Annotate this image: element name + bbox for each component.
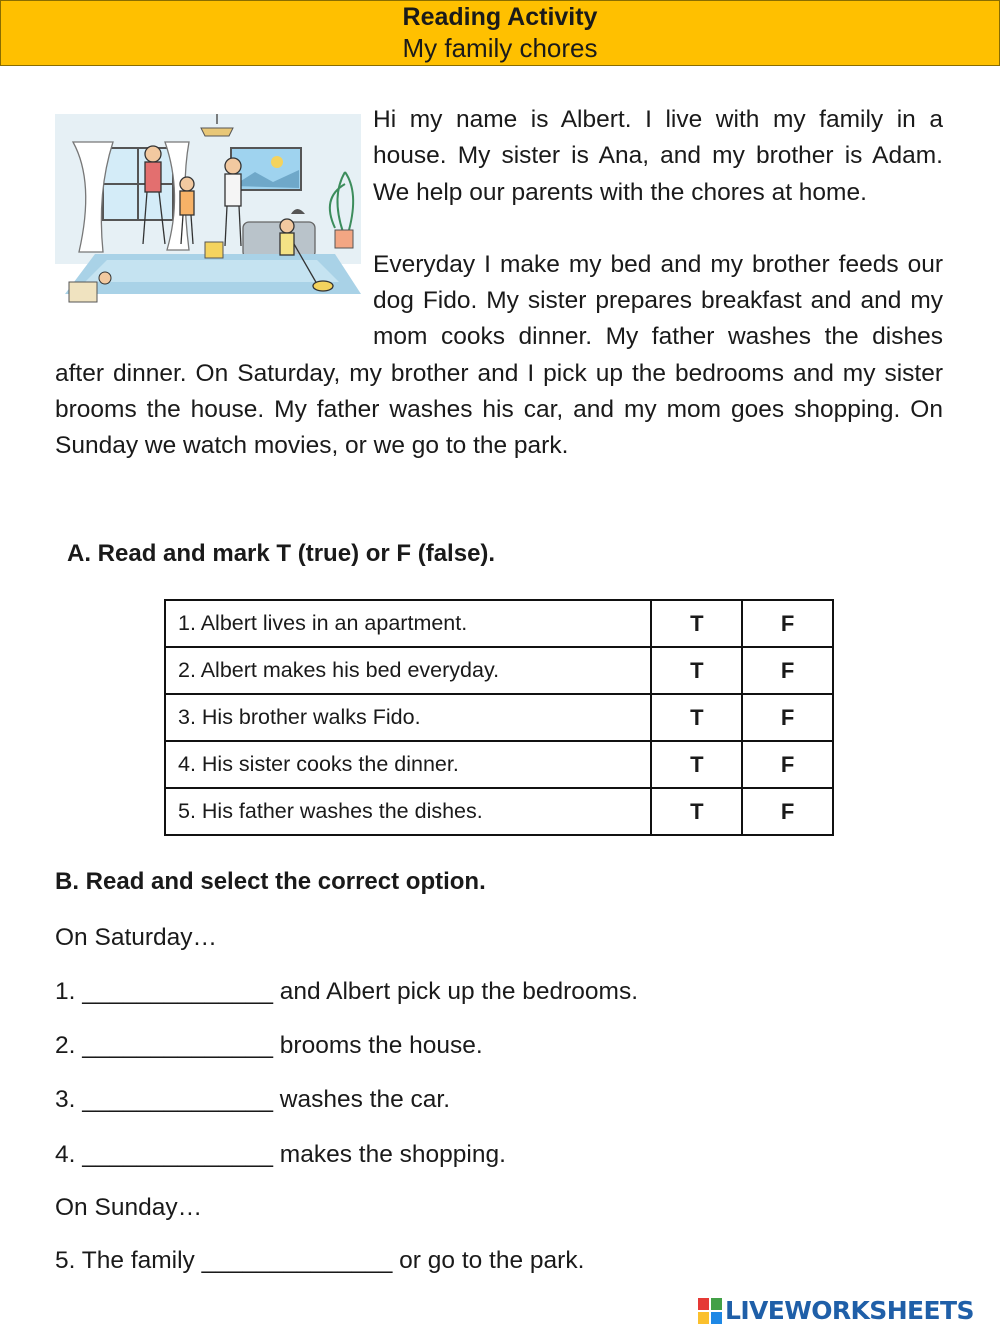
liveworksheets-brand: [698, 1296, 974, 1325]
table-row: [165, 741, 833, 788]
page-title: Reading Activity: [402, 3, 598, 31]
story-paragraph-2: Everyday I make my bed and my brother feeds our dog Fido. My sister prepares breakfast and and my mom cooks dinner. My father washes the dishes after dinner. On Saturday, my brother and I pick up the bedrooms and my sister brooms the house. My father washes his car, and my mom goes shopping. On Sunday we watch movies, or we go to the park.: [55, 250, 943, 460]
reading-passage: [55, 102, 943, 465]
sunday-label: On Sunday…: [55, 1194, 203, 1221]
table-row: [165, 694, 833, 741]
liveworksheets-logo-icon: [698, 1298, 722, 1324]
fill-in-item-4[interactable]: 4. ______________ makes the shopping.: [55, 1141, 506, 1168]
false-option[interactable]: F: [742, 788, 833, 835]
saturday-label: On Saturday…: [55, 924, 218, 951]
fill-in-item-2[interactable]: 2. ______________ brooms the house.: [55, 1032, 483, 1059]
story-paragraph-1: Hi my name is Albert. I live with my family in a house. My sister is Ana, and my brother is Adam. We help our parents with the chores at home.: [373, 106, 943, 206]
false-option[interactable]: F: [742, 647, 833, 694]
fill-in-item-5[interactable]: 5. The family ______________ or go to the park.: [55, 1247, 585, 1274]
true-option[interactable]: T: [651, 788, 742, 835]
true-option[interactable]: T: [651, 694, 742, 741]
statement-2: 2. Albert makes his bed everyday.: [165, 647, 651, 694]
table-row: [165, 600, 833, 647]
false-option[interactable]: F: [742, 741, 833, 788]
section-a-heading: A. Read and mark T (true) or F (false).: [67, 540, 496, 567]
page-subtitle: My family chores: [402, 33, 598, 63]
table-row: [165, 788, 833, 835]
brand-name: LIVEWORKSHEETS: [725, 1296, 974, 1325]
statement-3: 3. His brother walks Fido.: [165, 694, 651, 741]
statement-4: 4. His sister cooks the dinner.: [165, 741, 651, 788]
true-option[interactable]: T: [651, 647, 742, 694]
fill-in-item-1[interactable]: 1. ______________ and Albert pick up the bedrooms.: [55, 978, 638, 1005]
false-option[interactable]: F: [742, 694, 833, 741]
table-row: [165, 647, 833, 694]
title-banner: [0, 0, 1000, 66]
false-option[interactable]: F: [742, 600, 833, 647]
family-chores-illustration: [55, 114, 361, 322]
fill-in-item-3[interactable]: 3. ______________ washes the car.: [55, 1086, 451, 1113]
statement-5: 5. His father washes the dishes.: [165, 788, 651, 835]
statement-1: 1. Albert lives in an apartment.: [165, 600, 651, 647]
true-option[interactable]: T: [651, 741, 742, 788]
section-b-heading: B. Read and select the correct option.: [55, 868, 486, 895]
true-option[interactable]: T: [651, 600, 742, 647]
true-false-table: [164, 599, 834, 836]
